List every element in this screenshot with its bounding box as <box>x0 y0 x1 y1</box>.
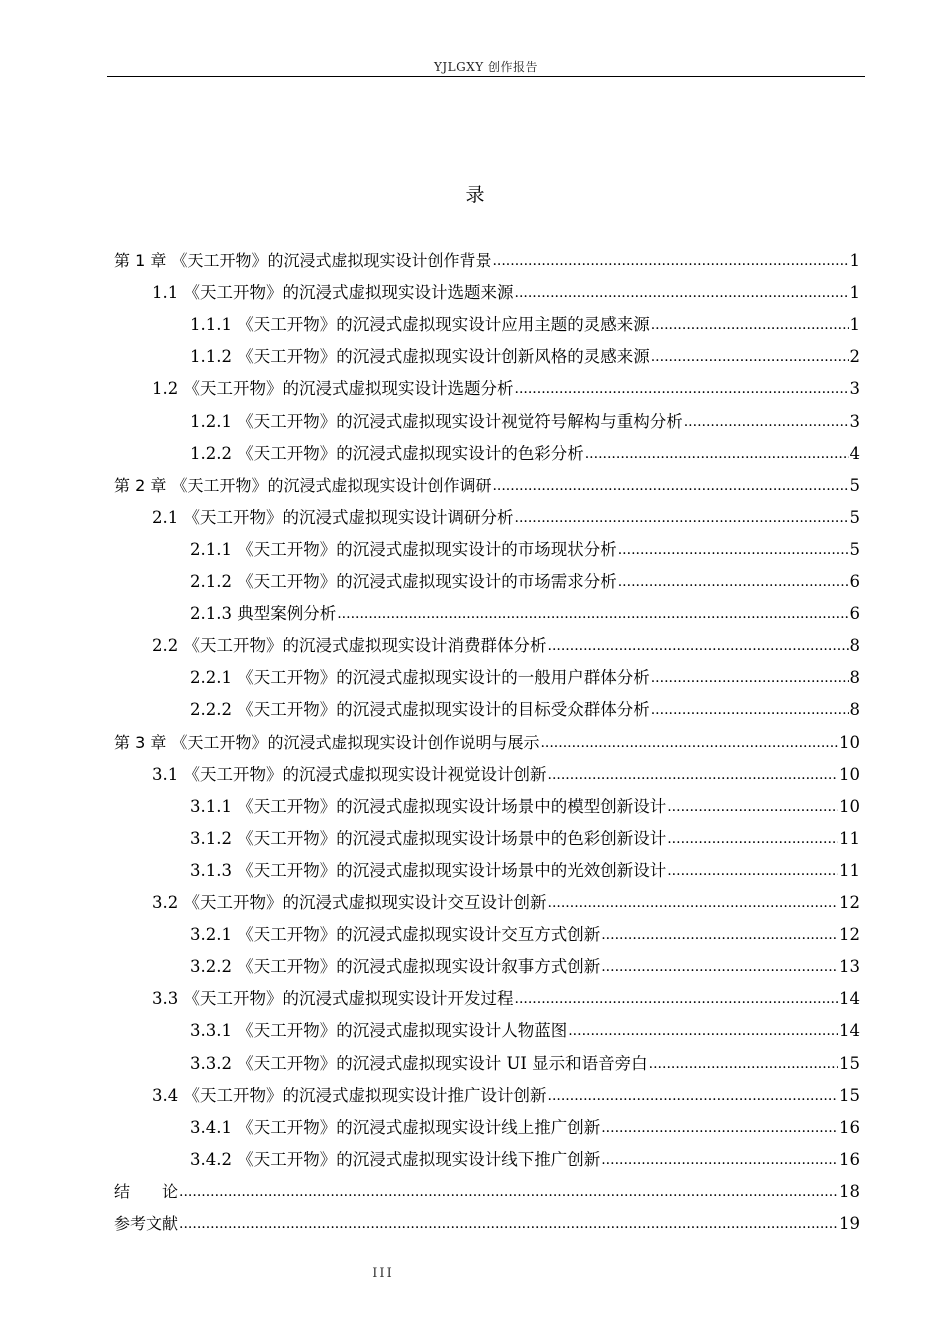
toc-leader-dots <box>492 245 848 277</box>
toc-entry-page: 15 <box>839 1053 860 1073</box>
toc-entry-page: 11 <box>839 828 860 848</box>
toc-entry-page: 16 <box>839 1117 860 1137</box>
toc-entry[interactable] <box>190 534 860 566</box>
toc-leader-dots <box>179 1208 838 1240</box>
toc-entry[interactable] <box>152 373 860 405</box>
toc-leader-dots <box>601 919 838 951</box>
toc-entry-page: 8 <box>849 668 860 688</box>
toc-entry-label: 2.1.3 典型案例分析 <box>190 604 337 624</box>
toc-entry[interactable] <box>190 823 860 855</box>
toc-entry-page: 14 <box>839 1021 860 1041</box>
toc-leader-dots <box>651 309 849 341</box>
toc-entry[interactable] <box>190 406 860 438</box>
toc-leader-dots <box>337 598 848 630</box>
toc-entry-page: 6 <box>849 572 860 591</box>
toc-entry-label: 1.2 《天工开物》的沉浸式虚拟现实设计选题分析 <box>152 379 514 399</box>
toc-leader-dots <box>548 759 839 791</box>
toc-entry-page: 3 <box>849 411 860 431</box>
toc-entry[interactable] <box>190 791 860 823</box>
toc-leader-dots <box>515 373 849 405</box>
toc-entry-label: 2.2.1 《天工开物》的沉浸式虚拟现实设计的一般用户群体分析 <box>190 668 650 688</box>
toc-entry-label: 2.2.2 《天工开物》的沉浸式虚拟现实设计的目标受众群体分析 <box>190 700 650 720</box>
toc-entry-label: 3.3.2 《天工开物》的沉浸式虚拟现实设计 UI 显示和语音旁白 <box>190 1053 648 1073</box>
toc-entry-label: 2.1 《天工开物》的沉浸式虚拟现实设计调研分析 <box>152 507 514 527</box>
toc-entry[interactable] <box>190 1048 860 1080</box>
toc-entry-page: 1 <box>849 251 860 270</box>
toc-entry[interactable] <box>190 566 860 598</box>
toc-entry[interactable] <box>190 598 860 630</box>
toc-entry[interactable] <box>114 245 860 277</box>
toc-leader-dots <box>601 1112 838 1144</box>
toc-entry-page: 8 <box>849 636 860 656</box>
toc-leader-dots <box>618 566 849 598</box>
toc-entry[interactable] <box>152 277 860 309</box>
toc-entry-label: 3.4.1 《天工开物》的沉浸式虚拟现实设计线上推广创新 <box>190 1117 601 1137</box>
toc-leader-dots <box>179 1176 838 1208</box>
toc-entry-label: 3.4 《天工开物》的沉浸式虚拟现实设计推广设计创新 <box>152 1085 547 1105</box>
toc-entry-page: 2 <box>849 347 860 367</box>
toc-entry-page: 4 <box>849 443 860 463</box>
toc-leader-dots <box>515 983 839 1015</box>
toc-entry-label: 第 2 章 《天工开物》的沉浸式虚拟现实设计创作调研 <box>114 475 492 495</box>
toc-leader-dots <box>548 887 839 919</box>
toc-entry[interactable] <box>152 502 860 534</box>
toc-entry-label: 3.1.1 《天工开物》的沉浸式虚拟现实设计场景中的模型创新设计 <box>190 796 667 816</box>
toc-entry-label: 第 3 章 《天工开物》的沉浸式虚拟现实设计创作说明与展示 <box>114 732 540 752</box>
toc-entry[interactable] <box>114 470 860 502</box>
toc-entry-page: 13 <box>839 957 860 977</box>
toc-entry-label: 1.2.2 《天工开物》的沉浸式虚拟现实设计的色彩分析 <box>190 443 584 463</box>
toc-entry-page: 1 <box>849 283 860 303</box>
toc-entry-label: 3.3 《天工开物》的沉浸式虚拟现实设计开发过程 <box>152 989 514 1009</box>
toc-entry-page: 16 <box>839 1149 860 1169</box>
toc-entry[interactable] <box>152 887 860 919</box>
page-number: III <box>372 1266 394 1281</box>
toc-entry-page: 15 <box>839 1085 860 1105</box>
toc-entry-label: 3.2 《天工开物》的沉浸式虚拟现实设计交互设计创新 <box>152 893 547 912</box>
toc-entry-label: 3.2.2 《天工开物》的沉浸式虚拟现实设计叙事方式创新 <box>190 957 601 977</box>
toc-entry-page: 10 <box>839 732 860 752</box>
toc-entry[interactable] <box>152 983 860 1015</box>
toc-entry[interactable] <box>114 1176 860 1208</box>
toc-entry-label: 1.1.2 《天工开物》的沉浸式虚拟现实设计创新风格的灵感来源 <box>190 347 650 367</box>
toc-entry-label: 2.1.2 《天工开物》的沉浸式虚拟现实设计的市场需求分析 <box>190 572 617 591</box>
toc-leader-dots <box>585 438 849 470</box>
toc-entry[interactable] <box>152 630 860 662</box>
toc-title: 录 <box>465 184 485 206</box>
toc-entry-label: 第 1 章 《天工开物》的沉浸式虚拟现实设计创作背景 <box>114 251 492 270</box>
toc-entry[interactable] <box>190 951 860 983</box>
toc-entry[interactable] <box>152 759 860 791</box>
toc-entry-page: 18 <box>839 1181 860 1201</box>
toc-entry-page: 11 <box>839 860 860 880</box>
toc-entry[interactable] <box>190 309 860 341</box>
toc-entry-page: 10 <box>839 764 860 784</box>
toc-entry-page: 6 <box>849 604 860 624</box>
toc-entry[interactable] <box>190 662 860 694</box>
toc-entry-label: 2.1.1 《天工开物》的沉浸式虚拟现实设计的市场现状分析 <box>190 539 617 559</box>
toc-leader-dots <box>618 534 849 566</box>
toc-entry-page: 8 <box>849 700 860 720</box>
toc-entry-label: 3.2.1 《天工开物》的沉浸式虚拟现实设计交互方式创新 <box>190 925 601 945</box>
toc-entry[interactable] <box>190 694 860 726</box>
toc-leader-dots <box>684 406 849 438</box>
toc-entry-label: 结 论 <box>114 1181 179 1201</box>
toc-entry-page: 10 <box>839 796 860 816</box>
toc-entry-page: 5 <box>849 507 860 527</box>
toc-entry-label: 1.1.1 《天工开物》的沉浸式虚拟现实设计应用主题的灵感来源 <box>190 315 650 335</box>
toc-entry[interactable] <box>114 727 860 759</box>
toc-leader-dots <box>515 277 849 309</box>
toc-entry[interactable] <box>152 1080 860 1112</box>
toc-leader-dots <box>548 1080 839 1112</box>
toc-entry[interactable] <box>190 341 860 373</box>
toc-entry[interactable] <box>190 1144 860 1176</box>
toc-leader-dots <box>568 1015 838 1047</box>
toc-entry[interactable] <box>190 1015 860 1047</box>
toc-entry-label: 3.3.1 《天工开物》的沉浸式虚拟现实设计人物蓝图 <box>190 1021 568 1041</box>
toc-leader-dots <box>651 341 849 373</box>
toc-entry-page: 1 <box>849 315 860 335</box>
toc-entry[interactable] <box>190 1112 860 1144</box>
toc-leader-dots <box>515 502 849 534</box>
toc-entry-label: 3.4.2 《天工开物》的沉浸式虚拟现实设计线下推广创新 <box>190 1149 601 1169</box>
toc-entry[interactable] <box>190 919 860 951</box>
toc-entry[interactable] <box>190 438 860 470</box>
toc-leader-dots <box>540 727 838 759</box>
toc-leader-dots <box>601 1144 838 1176</box>
toc-entry-page: 3 <box>849 379 860 399</box>
toc-entry-page: 14 <box>839 989 860 1009</box>
toc-entry-page: 12 <box>839 893 860 912</box>
toc-leader-dots <box>667 855 838 887</box>
toc-entry-page: 5 <box>849 475 860 495</box>
toc-entry-label: 3.1 《天工开物》的沉浸式虚拟现实设计视觉设计创新 <box>152 764 547 784</box>
toc-leader-dots <box>667 823 838 855</box>
toc-entry[interactable] <box>190 855 860 887</box>
toc-leader-dots <box>651 694 849 726</box>
toc-entry-page: 12 <box>839 925 860 945</box>
toc-entry-label: 1.1 《天工开物》的沉浸式虚拟现实设计选题来源 <box>152 283 514 303</box>
toc-leader-dots <box>548 630 849 662</box>
toc-entry-label: 1.2.1 《天工开物》的沉浸式虚拟现实设计视觉符号解构与重构分析 <box>190 411 683 431</box>
toc-leader-dots <box>601 951 838 983</box>
toc-leader-dots <box>651 662 849 694</box>
toc-entry-label: 参考文献 <box>114 1214 179 1233</box>
toc-entry-label: 3.1.3 《天工开物》的沉浸式虚拟现实设计场景中的光效创新设计 <box>190 860 667 880</box>
toc-entry-label: 3.1.2 《天工开物》的沉浸式虚拟现实设计场景中的色彩创新设计 <box>190 828 667 848</box>
toc-entry-page: 5 <box>849 539 860 559</box>
toc-leader-dots <box>649 1048 838 1080</box>
toc-leader-dots <box>492 470 848 502</box>
page-header: YJLGXY 创作报告 <box>107 58 865 77</box>
toc-entry-page: 19 <box>839 1214 860 1233</box>
toc-entry[interactable] <box>114 1208 860 1240</box>
toc-leader-dots <box>667 791 838 823</box>
toc-entry-label: 2.2 《天工开物》的沉浸式虚拟现实设计消费群体分析 <box>152 636 547 656</box>
